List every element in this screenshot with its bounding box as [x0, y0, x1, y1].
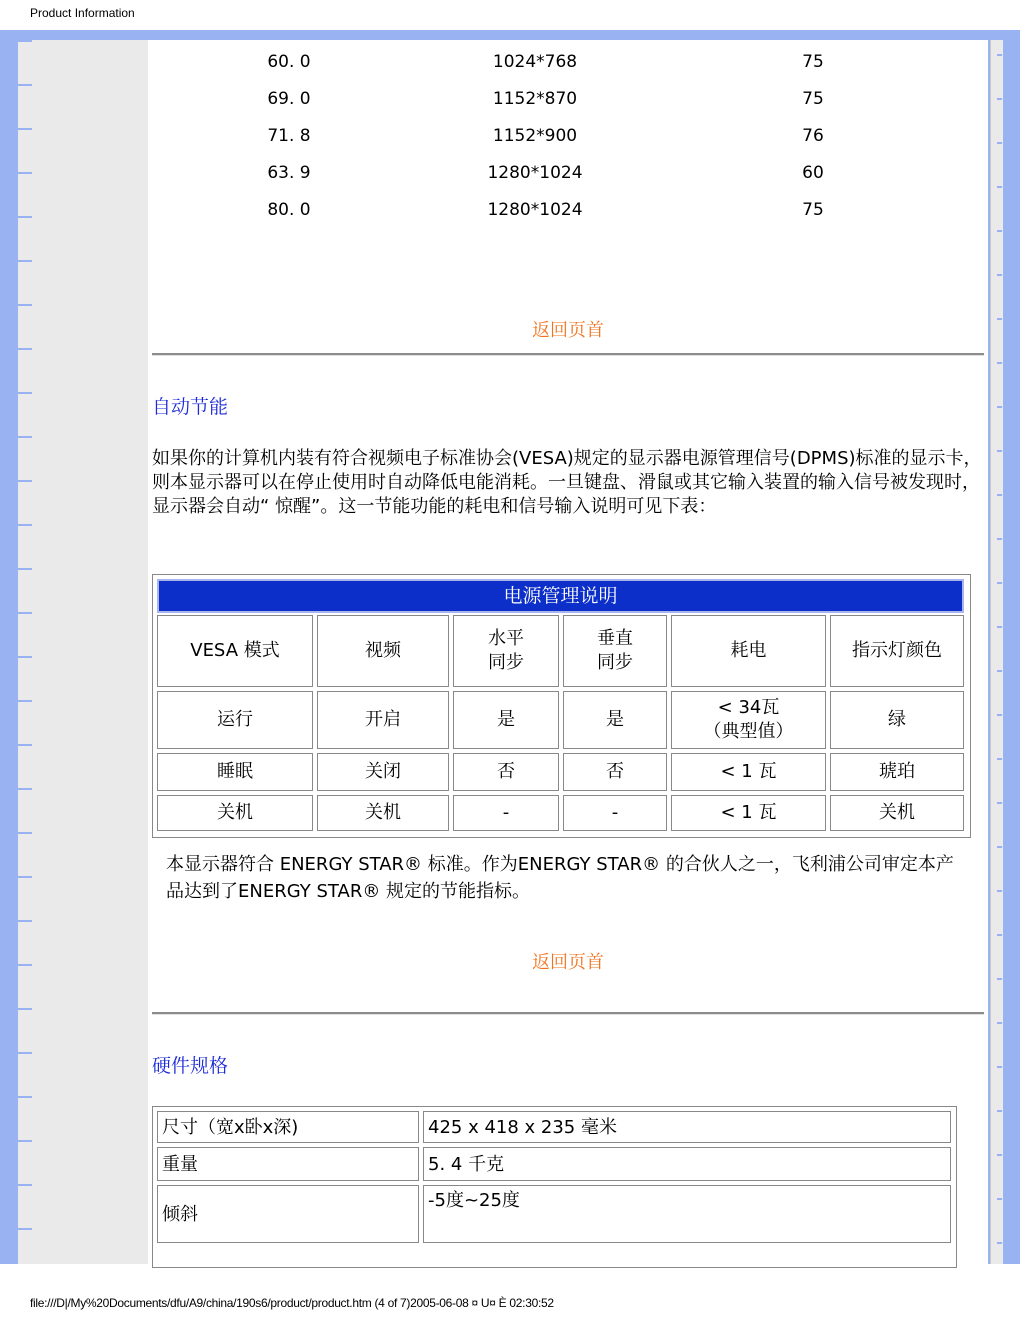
scrollbar-tick: [997, 406, 1002, 408]
section-divider: [152, 353, 984, 356]
scrollbar-tick: [997, 1110, 1002, 1112]
resolution-cell-vfreq: 60: [802, 163, 824, 183]
resolution-cell-vfreq: 75: [802, 89, 824, 109]
power-table-header-cell: 指示灯颜色: [830, 615, 964, 687]
power-table-cell: < 34瓦 （典型值）: [671, 691, 826, 749]
power-table-header-cell: 垂直 同步: [563, 615, 667, 687]
frame-tick: [18, 612, 32, 614]
power-table-cell: 开启: [317, 691, 449, 749]
frame-tick: [18, 876, 32, 878]
resolution-cell-hfreq: 71. 8: [267, 126, 311, 146]
scrollbar-tick: [997, 186, 1002, 188]
power-table-cell: 琥珀: [830, 753, 964, 791]
frame-tick: [18, 392, 32, 394]
scrollbar-tick: [997, 670, 1002, 672]
left-navigation-column: [18, 40, 148, 1264]
frame-tick: [18, 260, 32, 262]
frame-tick: [18, 1052, 32, 1054]
resolution-row: [148, 163, 988, 200]
power-table-cell: -: [563, 795, 667, 831]
scrollbar-tick: [997, 1154, 1002, 1156]
scrollbar-tick: [997, 494, 1002, 496]
scrollbar-tick: [997, 318, 1002, 320]
scrollbar-tick: [997, 98, 1002, 100]
frame-tick: [18, 40, 32, 42]
power-table-cell: 睡眠: [157, 753, 313, 791]
power-table-cell: 关机: [157, 795, 313, 831]
frame-tick: [18, 348, 32, 350]
hardware-value-cell: 5. 4 千克: [423, 1147, 951, 1181]
frame-tick: [18, 436, 32, 438]
back-to-top-link[interactable]: 返回页首: [532, 320, 604, 341]
hardware-value-cell: -5度~25度: [423, 1185, 951, 1243]
resolution-row: [148, 89, 988, 126]
scrollbar-tick: [997, 450, 1002, 452]
power-table-cell: < 1 瓦: [671, 753, 826, 791]
scrollbar-tick: [997, 54, 1002, 56]
power-table-header-cell: 视频: [317, 615, 449, 687]
scrollbar-tick: [997, 978, 1002, 980]
scrollbar-tick: [997, 1066, 1002, 1068]
frame-tick: [18, 304, 32, 306]
power-table-cell: -: [453, 795, 559, 831]
resolution-row: [148, 126, 988, 163]
scrollbar-tick: [997, 890, 1002, 892]
scrollbar-tick: [997, 714, 1002, 716]
hardware-label-cell: 重量: [157, 1147, 419, 1181]
frame-tick: [18, 128, 32, 130]
power-table-cell: < 1 瓦: [671, 795, 826, 831]
frame-tick: [18, 524, 32, 526]
resolution-cell-hfreq: 69. 0: [267, 89, 311, 109]
scrollbar-tick: [997, 362, 1002, 364]
power-saving-intro: 如果你的计算机内装有符合视频电子标准协会(VESA)规定的显示器电源管理信号(DPMS)标准的显示卡，则本显示器可以在停止使用时自动降低电能消耗。一旦键盘、滑鼠或其它输入装置的输入信号被发现时，显示器会自动“ 惊醒”。这一节能功能的耗电和信号输入说明可见下表：: [152, 448, 982, 517]
power-table-cell: 运行: [157, 691, 313, 749]
resolution-cell-resolution: 1152*900: [492, 126, 578, 146]
frame-tick: [18, 84, 32, 86]
hardware-title: 硬件规格: [152, 1055, 229, 1077]
frame-tick: [18, 1228, 32, 1230]
power-table-header-cell: 水平 同步: [453, 615, 559, 687]
frame-tick: [18, 480, 32, 482]
frame-tick: [18, 568, 32, 570]
hardware-label-cell: 倾斜: [157, 1185, 419, 1243]
section-divider-2: [152, 1012, 984, 1015]
resolution-cell-hfreq: 80. 0: [267, 200, 311, 220]
page-header-title: Product Information: [30, 6, 135, 20]
scrollbar-tick: [997, 582, 1002, 584]
power-table-caption: 电源管理说明: [157, 579, 964, 613]
power-management-table: [152, 574, 971, 838]
power-table-cell: 否: [453, 753, 559, 791]
resolution-cell-resolution: 1280*1024: [487, 200, 583, 220]
resolution-cell-resolution: 1280*1024: [487, 163, 583, 183]
resolution-cell-hfreq: 63. 9: [267, 163, 311, 183]
frame-tick: [18, 1008, 32, 1010]
scrollbar-tick: [997, 274, 1002, 276]
energy-star-statement: 本显示器符合 ENERGY STAR® 标准。作为ENERGY STAR® 的合伙人之一，飞利浦公司审定本产品达到了ENERGY STAR® 规定的节能指标。: [166, 854, 954, 902]
hardware-spec-table: [152, 1106, 957, 1268]
resolution-cell-resolution: 1152*870: [492, 89, 578, 109]
back-to-top-link-2[interactable]: 返回页首: [532, 952, 604, 973]
scrollbar-tick: [997, 230, 1002, 232]
hardware-value-cell: 425 x 418 x 235 毫米: [423, 1111, 951, 1143]
frame-tick: [18, 832, 32, 834]
frame-tick: [18, 1184, 32, 1186]
power-saving-title: 自动节能: [152, 396, 229, 418]
power-table-cell: 绿: [830, 691, 964, 749]
frame-tick: [18, 920, 32, 922]
scrollbar-tick: [997, 1242, 1002, 1244]
scrollbar-tick: [997, 1022, 1002, 1024]
resolution-row: [148, 52, 988, 89]
scrollbar-tick: [997, 538, 1002, 540]
frame-tick: [18, 700, 32, 702]
power-table-cell: 否: [563, 753, 667, 791]
main-content: [148, 40, 988, 1264]
power-table-cell: 关机: [317, 795, 449, 831]
frame-tick: [18, 964, 32, 966]
hardware-label-cell: 尺寸（宽x卧x深): [157, 1111, 419, 1143]
scrollbar-tick: [997, 934, 1002, 936]
resolution-cell-vfreq: 75: [802, 200, 824, 220]
frame-tick: [18, 744, 32, 746]
frame-tick: [18, 1096, 32, 1098]
resolution-cell-vfreq: 75: [802, 52, 824, 72]
resolution-cell-hfreq: 60. 0: [267, 52, 311, 72]
power-table-header-cell: VESA 模式: [157, 615, 313, 687]
scrollbar-tick: [997, 846, 1002, 848]
frame-tick: [18, 1140, 32, 1142]
power-table-cell: 关机: [830, 795, 964, 831]
scrollbar-tick: [997, 142, 1002, 144]
frame-tick: [18, 788, 32, 790]
scrollbar-tick: [997, 802, 1002, 804]
power-table-cell: 是: [563, 691, 667, 749]
frame-tick: [18, 656, 32, 658]
resolution-row: [148, 200, 988, 237]
scrollbar-tick: [997, 626, 1002, 628]
scrollbar-tick: [997, 1198, 1002, 1200]
page-footer-path: file:///D|/My%20Documents/dfu/A9/china/190s6/product/product.htm (4 of 7)2005-06-08 ¤ U¤ È 02:30:52: [30, 1296, 554, 1310]
resolution-cell-resolution: 1024*768: [492, 52, 578, 72]
frame-tick: [18, 216, 32, 218]
scrollbar-tick: [997, 758, 1002, 760]
power-table-cell: 关闭: [317, 753, 449, 791]
vertical-scrollbar[interactable]: [990, 40, 1003, 1264]
power-table-cell: 是: [453, 691, 559, 749]
frame-tick: [18, 172, 32, 174]
power-table-header-cell: 耗电: [671, 615, 826, 687]
resolution-cell-vfreq: 76: [802, 126, 824, 146]
